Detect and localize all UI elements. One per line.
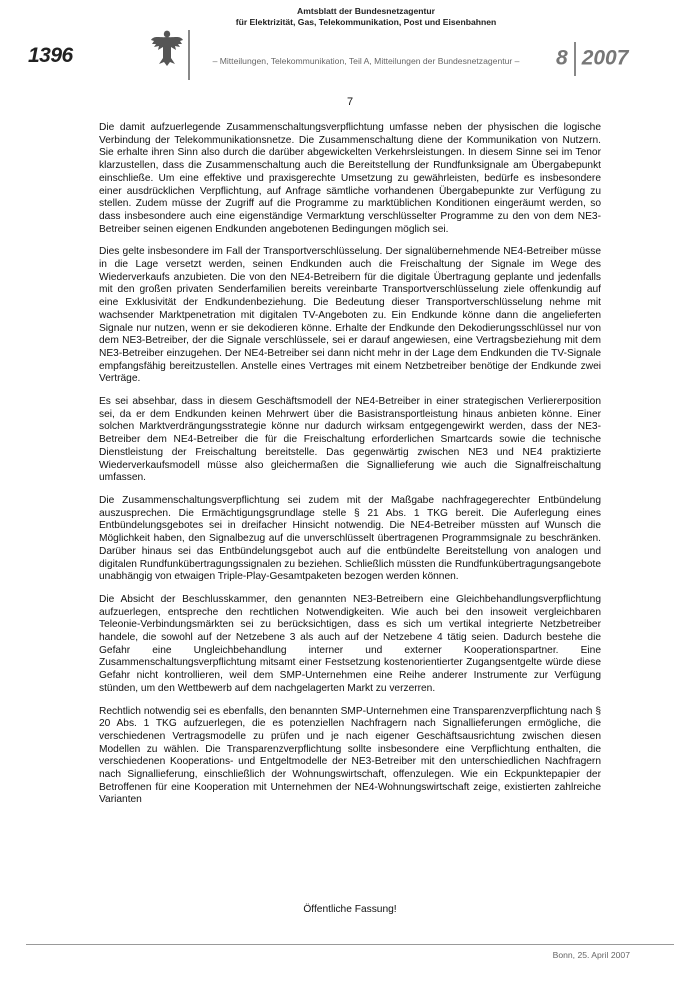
federal-eagle-icon (150, 28, 184, 68)
section-number: 7 (346, 96, 354, 108)
page-header (0, 0, 700, 90)
gazette-title (196, 6, 536, 28)
paragraph: Die damit aufzuerlegende Zusammenschaltungsverpflichtung umfasse neben der physischen die logische Verbindung der Telekommunikationsnetze. Die Zusammenschaltung diene der Kommunikation von Nutzern. Sie erhalte ihren Sinn also durch die darüber abgewickelten Verkehrsleistungen. In diesem Sinne sei im Tenor klarzustellen, dass die Zusammenschaltung auch die Bereitstellung der Rundfunksignale am Übergabepunkt einschließe. Um eine effektive und praxisgerechte Umsetzung zu gewährleisten, bedürfe es insbesondere einer ausdrücklichen Verpflichtung, auf Anfrage sämtliche vorhandenen Übergabepunkte zur Verfügung zu stellen. Zudem müsse der Zugriff auf die Programme zu marktüblichen Konditionen eingeräumt werden, so dass insbesondere auch eine eigenständige Vermarktung verschlüsselter Programme zu den von dem NE3-Betreiber seinen eigenen Endkunden angebotenen Bedingungen möglich sei. (99, 122, 601, 235)
gazette-subtitle: – Mitteilungen, Telekommunikation, Teil A, Mitteilungen der Bundesnetzagentur – (212, 56, 520, 66)
document-body (99, 122, 601, 817)
footer-date: Bonn, 25. April 2007 (552, 950, 630, 960)
footer-divider (26, 944, 674, 945)
issue-badge (556, 42, 628, 76)
paragraph: Rechtlich notwendig sei es ebenfalls, den benannten SMP-Unternehmen eine Transparenzverpflichtung nach § 20 Abs. 1 TKG aufzuerlegen, die es potenziellen Nachfragern nach Signallieferungen ermögliche, die verschiedenen Vertragsmodelle zu prüfen und je nach eigener Geschäftsausrichtung zwischen diesen Modellen zu wählen. Die Transparenzverpflichtung sollte insbesondere eine Verpflichtung enthalten, die verschiedenen Kooperations- und Entgeltmodelle der NE3-Betreiber mit den unterschiedlichen Nachfragern nach Signallieferung, einschließlich der Wohnungswirtschaft, offenzulegen. Wie ein Eckpunktepapier der Betroffenen für eine Kooperation mit Unternehmen der NE4-Wohnungswirtschaft zeige, existierten zahlreiche Varianten (99, 705, 601, 806)
paragraph: Dies gelte insbesondere im Fall der Transportverschlüsselung. Der signalübernehmende NE4-Betreiber müsse in die Lage versetzt werden, seinen Endkunden auch die Freischaltung der Signale im Wege des Wiederverkaufs anzubieten. Die von den NE4-Betreibern für die digitale Übertragung geplante und jedenfalls mit den großen privaten Senderfamilien bereits vereinbarte Transportverschlüsselung ziele offenkundig auf eine Exklusivität der Endkundenbeziehung. Die Bedeutung dieser Transportverschlüsselung nehme mit wachsender Marktpenetration mit digitalen TV-Angeboten zu. Ein Endkunde könne dann die angelieferten Signale nur nutzen, wenn er sie dekodieren könne. Erhalte der Endkunde den Dekodierungsschlüssel nur von dem NE3-Betreiber, der die Signale verschlüssele, sei er darauf angewiesen, eine Vertragsbeziehung mit dem NE3-Betreiber einzugehen. Der NE4-Betreiber sei dann nicht mehr in der Lage dem Endkunden die TV-Signale empfangsfähig bereitzustellen. Anstelle eines Vertrages mit einem Netzbetreiber benötige der Endkunde zwei Verträge. (99, 246, 601, 385)
public-version-note: Öffentliche Fassung! (303, 904, 397, 915)
issue-number: 8 (556, 46, 568, 70)
gazette-title-line1: Amtsblatt der Bundesnetzagentur (297, 6, 435, 16)
header-divider (188, 30, 190, 80)
issue-year: 2007 (581, 46, 629, 70)
issue-divider (574, 42, 576, 76)
paragraph: Die Absicht der Beschlusskammer, den genannten NE3-Betreibern eine Gleichbehandlungsverpflichtung aufzuerlegen, entspreche den rechtlichen Notwendigkeiten. Wie auch bei den insoweit vergleichbaren Teleonie-Verbindungsmärkten sei zu berücksichtigen, dass es sich um vertikal integrierte Netzbetreiber handele, die sowohl auf der Netzebene 3 als auch auf der Netzebene 4 tätig seien. Dadurch bestehe die Gefahr eine Ungleichbehandlung interner und externer Kooperationspartner. Eine Zusammenschaltungsverpflichtung mitsamt einer Festsetzung kostenorientierter Zugangsentgelte würde diese Gefahr nicht kontrollieren, weil dem SMP-Unternehmen eine Reihe anderer Instrumente zur Verfügung stünden, um den Wettbewerb auf dem nachgelagerten Markt zu verzerren. (99, 593, 601, 694)
page-number: 1396 (28, 44, 73, 67)
gazette-title-line2: für Elektrizität, Gas, Telekommunikation, Post und Eisenbahnen (235, 17, 497, 27)
paragraph: Es sei absehbar, dass in diesem Geschäftsmodell der NE4-Betreiber in einer strategischen Verliererposition sei, da er dem Endkunden keinen Mehrwert über die Basistransportleistung hinaus anbieten könne. Einer solchen Marktverdrängungsstrategie könne nur dadurch wirksam entgegengewirkt werden, dass der NE3-Betreiber dem NE4-Betreiber die für die Freischaltung erforderlichen Smartcards sowie die technische Dienstleistung der Freischaltung bereitstelle. Das gegenwärtig zwischen NE3 und NE4 praktizierte Wiederverkaufsmodell müsse also gleichermaßen die Signallieferung wie auch die Signalfreischaltung umfassen. (99, 396, 601, 484)
paragraph: Die Zusammenschaltungsverpflichtung sei zudem mit der Maßgabe nachfragegerechter Entbündelung auszusprechen. Die Ermächtigungsgrundlage stelle § 21 Abs. 1 TKG bereit. Die Auferlegung eines Entbündelungsgebotes sei in dreifacher Hinsicht notwendig. Die NE4-Betreiber müssten auf Wunsch die Möglichkeit haben, den Signalbezug auf die unverschlüsselt übertragenen Programmsignale zu beschränken. Darüber hinaus sei das Entbündelungsgebot auch auf die entbündelte Bereitstellung von analogen und digitalen Rundfunkübertragungssignalen zu beziehen. Schließlich müssten die Rundfunkübertragungsangebote unabhängig von etwaigen Triple-Play-Gesamtpaketen bezogen werden können. (99, 494, 601, 583)
